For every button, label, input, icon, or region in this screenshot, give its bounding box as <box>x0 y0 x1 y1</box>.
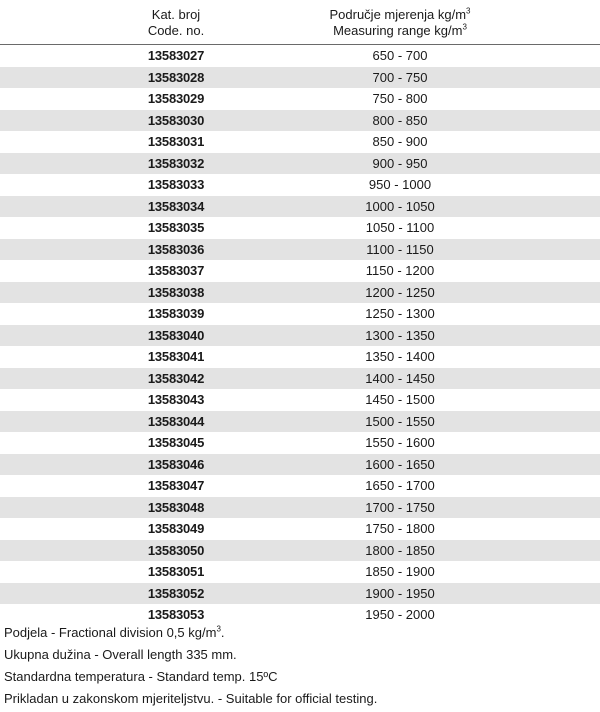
table-header <box>0 0 600 45</box>
range-cell: 1450 - 1500 <box>365 392 435 407</box>
range-cell: 1550 - 1600 <box>365 435 435 450</box>
code-cell: 13583029 <box>147 91 205 106</box>
code-cell: 13583036 <box>147 241 205 257</box>
code-cell: 13583047 <box>147 478 205 493</box>
code-cell: 13583044 <box>147 413 205 429</box>
range-cell: 1150 - 1200 <box>365 263 435 278</box>
table-row <box>0 239 600 261</box>
range-cell: 1000 - 1050 <box>365 198 435 214</box>
code-cell: 13583034 <box>147 198 205 214</box>
table-row <box>0 153 600 175</box>
range-cell: 1250 - 1300 <box>365 306 435 321</box>
note-temperature: Standardna temperatura - Standard temp. 15ºC <box>4 669 278 684</box>
range-cell: 1350 - 1400 <box>365 349 435 364</box>
code-cell: 13583042 <box>147 370 205 386</box>
range-cell: 650 - 700 <box>372 48 428 63</box>
table-row <box>0 325 600 347</box>
table-row <box>0 174 600 196</box>
table-row <box>0 88 600 110</box>
table-row <box>0 282 600 304</box>
code-header-en: Code. no. <box>147 23 205 38</box>
table-row <box>0 454 600 476</box>
range-cell: 1200 - 1250 <box>365 284 435 300</box>
table-row <box>0 540 600 562</box>
code-cell: 13583027 <box>147 48 205 63</box>
code-cell: 13583033 <box>147 177 205 192</box>
table-row <box>0 110 600 132</box>
code-header-hr: Kat. broj <box>151 7 201 22</box>
code-cell: 13583038 <box>147 284 205 300</box>
table-row <box>0 411 600 433</box>
code-cell: 13583041 <box>147 349 205 364</box>
table-row <box>0 131 600 153</box>
range-cell: 1100 - 1150 <box>366 241 434 257</box>
code-cell: 13583035 <box>147 220 205 235</box>
code-cell: 13583037 <box>147 263 205 278</box>
note-division <box>4 622 377 644</box>
code-cell: 13583043 <box>147 392 205 407</box>
code-cell: 13583028 <box>147 69 205 85</box>
table-body <box>0 45 600 626</box>
table-row <box>0 368 600 390</box>
table-row <box>0 518 600 540</box>
range-header-en: Measuring range kg/m <box>333 23 463 38</box>
code-cell: 13583049 <box>147 521 205 536</box>
range-header-hr: Područje mjerenja kg/m <box>329 7 467 22</box>
code-cell: 13583030 <box>147 112 205 128</box>
range-cell: 850 - 900 <box>372 134 428 149</box>
table-row <box>0 196 600 218</box>
code-cell: 13583051 <box>147 564 205 579</box>
code-cell: 13583045 <box>147 435 205 450</box>
range-cell: 950 - 1000 <box>368 177 432 192</box>
notes-block <box>4 622 377 710</box>
code-cell: 13583048 <box>147 499 205 515</box>
table-row <box>0 432 600 454</box>
range-cell: 750 - 800 <box>372 91 428 106</box>
note-official: Prikladan u zakonskom mjeriteljstvu. - Suitable for official testing. <box>4 691 378 706</box>
range-cell: 1800 - 1850 <box>365 542 435 558</box>
table-row <box>0 260 600 282</box>
note-division-end: . <box>220 625 225 640</box>
range-cell: 1500 - 1550 <box>365 413 435 429</box>
range-header-hr-line <box>300 7 500 23</box>
code-cell: 13583032 <box>147 155 205 171</box>
note-division-text: Podjela - Fractional division 0,5 kg/m <box>4 625 217 640</box>
note-division-exp: 3 <box>216 624 221 634</box>
table-row <box>0 497 600 519</box>
range-cell: 1700 - 1750 <box>365 499 435 515</box>
code-cell: 13583040 <box>147 327 205 343</box>
range-cell: 1400 - 1450 <box>365 370 435 386</box>
note-length: Ukupna dužina - Overall length 335 mm. <box>4 647 237 662</box>
table-row <box>0 561 600 583</box>
table-row <box>0 583 600 605</box>
code-cell: 13583046 <box>147 456 205 472</box>
code-cell: 13583031 <box>147 134 205 149</box>
range-cell: 1050 - 1100 <box>365 220 435 235</box>
range-header-en-exp: 3 <box>462 22 467 32</box>
range-header-en-line <box>300 23 500 39</box>
table-row <box>0 475 600 497</box>
code-cell: 13583052 <box>147 585 205 601</box>
range-cell: 900 - 950 <box>372 155 428 171</box>
table-row <box>0 67 600 89</box>
table-row <box>0 346 600 368</box>
table-row <box>0 389 600 411</box>
code-cell: 13583039 <box>147 306 205 321</box>
range-cell: 700 - 750 <box>372 69 428 85</box>
range-cell: 1950 - 2000 <box>365 607 435 622</box>
range-cell: 1850 - 1900 <box>365 564 435 579</box>
code-cell: 13583053 <box>147 607 205 622</box>
range-cell: 1750 - 1800 <box>365 521 435 536</box>
range-column-header <box>300 7 500 39</box>
table-row <box>0 303 600 325</box>
range-header-hr-exp: 3 <box>466 6 471 16</box>
range-cell: 1650 - 1700 <box>365 478 435 493</box>
range-cell: 800 - 850 <box>372 112 428 128</box>
code-cell: 13583050 <box>147 542 205 558</box>
table-row <box>0 45 600 67</box>
range-cell: 1600 - 1650 <box>365 456 435 472</box>
range-cell: 1900 - 1950 <box>365 585 435 601</box>
table-row <box>0 217 600 239</box>
range-cell: 1300 - 1350 <box>365 327 435 343</box>
